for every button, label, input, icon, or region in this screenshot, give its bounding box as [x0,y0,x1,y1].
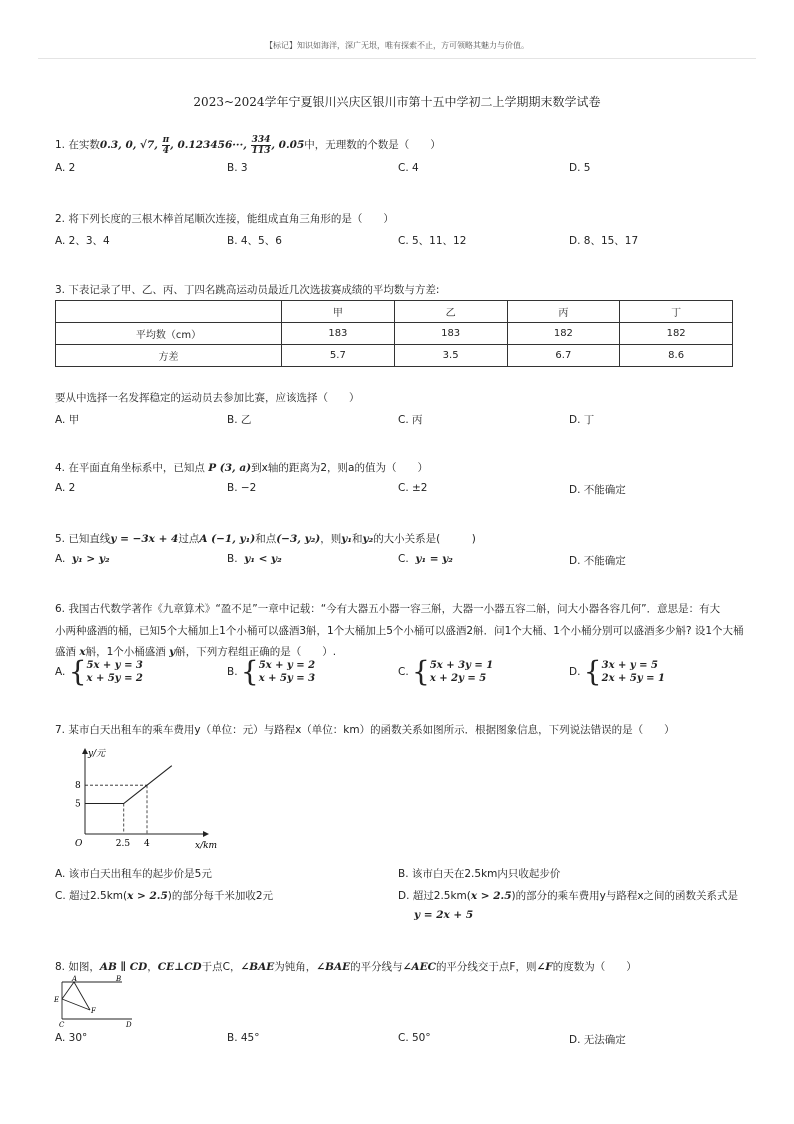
q8-math-6: ∠F [536,961,553,973]
label-f: F [91,1007,96,1015]
q8-option-c[interactable]: C. 50° [398,1032,431,1044]
q5-option-b[interactable] [227,553,282,565]
q4-point: P (3, a) [208,462,252,474]
q5-text-5: 和 [351,533,363,545]
q3-option-b[interactable]: B. 乙 [227,414,252,426]
q5-option-c-math: y₁ = y₂ [415,553,453,565]
q6-option-d-label: D. [569,666,581,678]
q8-math-1: AB ∥ CD [99,961,148,973]
q1-list-b: , 0.123456···, [170,139,251,151]
equation-line: 3x + y = 5 [601,660,658,671]
question-4-stem [55,460,428,475]
q5-var-y2: y₂ [362,533,374,545]
q6-text-b: 斛，1个小桶盛酒 [85,646,170,658]
question-2-stem: 2. 将下列长度的三根木棒首尾顺次连接，能组成直角三角形的是（ ） [55,213,394,225]
label-a: A [72,975,78,983]
q6-option-c-label: C. [398,666,409,678]
q1-prefix: 1. 在实数 [55,139,100,151]
q1-suffix: 中，无理数的个数是（ ） [304,139,441,151]
question-1-stem [55,133,441,157]
question-3-ask: 要从中选择一名发挥稳定的运动员去参加比赛，应该选择（ ） [55,392,360,404]
q8-option-a[interactable]: A. 30° [55,1032,88,1044]
table-cell: 方差 [56,345,282,367]
q5-point-b: (−3, y₂) [276,533,321,545]
line-ef [62,999,90,1010]
q3-option-d[interactable]: D. 丁 [569,414,595,426]
q6-option-b-system [259,659,315,685]
q5-option-c[interactable] [398,553,453,565]
x-tick-label: 2.5 [115,839,131,849]
line-ae [62,982,74,999]
fare-line [85,766,172,804]
table-header-cell: 丁 [620,301,733,323]
q8-text-1: 8. 如图， [55,961,100,973]
y-tick-label: 8 [75,781,81,792]
equation-line: 5x + y = 2 [258,660,316,671]
table-cell: 182 [620,323,733,345]
q2-option-d[interactable]: D. 8、15、17 [569,235,639,247]
q8-text-7: 的度数为（ ） [552,961,637,973]
label-c: C [59,1021,65,1029]
equation-line: 2x + 5y = 1 [601,673,665,684]
q6-option-c-system [430,659,493,685]
q6-text-c: 斛，下列方程组正确的是（ ）. [175,646,337,658]
question-3-stem: 3. 下表记录了甲、乙、丙、丁四名跳高运动员最近几次选拔赛成绩的平均数与方差: [55,284,440,296]
y-tick-label: 5 [75,799,81,810]
q5-point-a: A (−1, y₁) [199,533,256,545]
line-af [74,982,90,1010]
score-table [55,300,733,367]
q7-option-c-math: x > 2.5 [127,890,168,902]
q7-option-a[interactable]: A. 该市白天出租车的起步价是5元 [55,868,212,880]
header-divider [38,58,756,59]
q8-text-4: 为钝角， [274,961,317,973]
question-5-stem [55,531,476,546]
q7-option-d-text-b: )的部分的乘车费用y与路程x之间的函数关系式是 [511,890,739,902]
q6-var-x: x [79,646,86,658]
brace-icon: { [68,655,87,688]
q8-text-6: 的平分线交于点F，则 [435,961,537,973]
brace-icon: { [412,655,430,688]
q5-option-b-label: B. [227,553,238,565]
table-header-cell: 丙 [507,301,620,323]
page-title: 2023~2024学年宁夏银川兴庆区银川市第十五中学初二上学期期末数学试卷 [193,95,601,109]
q1-pi-denominator: 4 [162,145,169,156]
q5-text-4: ，则 [320,533,342,545]
y-axis-label: y/元 [88,749,106,759]
q1-option-b[interactable]: B. 3 [227,162,248,174]
q6-option-b-label: B. [227,666,238,678]
q6-text-a: 盛酒 [55,646,80,658]
q5-text-2: 过点 [178,533,200,545]
question-7-stem: 7. 某市白天出租车的乘车费用y（单位：元）与路程x（单位：km）的函数关系如图所示．根据图象信息，下列说法错误的是（ ） [55,724,675,736]
equation-line: x + 5y = 2 [86,673,143,684]
q1-pi-numerator: π [162,134,170,145]
q4-option-b[interactable]: B. −2 [227,482,257,494]
q8-text-3: 于点C， [201,961,241,973]
q1-fraction-numerator: 334 [251,134,271,145]
q2-option-a[interactable]: A. 2、3、4 [55,235,110,247]
question-6-line-3 [55,644,336,659]
q1-option-a[interactable]: A. 2 [55,162,76,174]
q8-math-3: ∠BAE [240,961,275,973]
q7-option-c-text-b: )的部分每千米加收2元 [167,890,274,902]
label-e: E [54,996,60,1004]
brace-icon: { [240,655,259,688]
table-header-cell: 乙 [394,301,507,323]
q8-text-5: 的平分线与 [350,961,403,973]
question-8-stem [55,959,637,974]
label-b: B [116,975,122,983]
x-axis-label: x/km [195,841,218,851]
q5-option-c-label: C. [398,553,409,565]
x-tick-label: 4 [144,839,150,849]
q7-option-d-math: x > 2.5 [470,890,512,902]
q2-option-b[interactable]: B. 4、5、6 [227,235,282,247]
q4-option-d[interactable]: D. 不能确定 [569,484,626,496]
q4-text-1: 4. 在平面直角坐标系中，已知点 [55,462,209,474]
table-cell: 平均数（cm） [56,323,282,345]
q5-text-6: 的大小关系是( ) [373,533,476,545]
label-d: D [126,1021,132,1029]
q5-text-3: 和点 [255,533,277,545]
q4-option-a[interactable]: A. 2 [55,482,76,494]
q6-option-a-system [87,659,143,685]
q6-option-b[interactable] [227,655,316,688]
table-cell: 3.5 [394,345,507,367]
q4-text-2: 到x轴的距离为2，则a的值为（ ） [251,462,428,474]
q5-option-b-math: y₁ < y₂ [244,553,282,565]
q6-option-c[interactable] [398,655,494,688]
q3-option-a[interactable]: A. 甲 [55,414,80,426]
table-cell: 8.6 [620,345,733,367]
q1-fraction-pi [162,135,171,156]
q6-option-d[interactable] [569,655,665,688]
q1-fraction-denominator: 113 [251,145,271,156]
q1-list-a: 0.3, 0, √7, [99,139,162,151]
q5-option-a[interactable] [55,553,110,565]
question-6-line-1: 6. 我国古代数学著作《九章算术》“盈不足”一章中记载：“今有大器五小器一容三斛，大器一小器五容二斛，问大小器各容几何”．意思是：有大 [55,603,721,615]
q8-option-d[interactable]: D. 无法确定 [569,1034,626,1046]
q6-option-a[interactable] [55,655,143,688]
table-header-cell [56,301,282,323]
table-cell: 6.7 [507,345,620,367]
q2-option-c[interactable]: C. 5、11、12 [398,235,467,247]
q1-option-d[interactable]: D. 5 [569,162,591,174]
q5-var-y1: y₁ [341,533,352,545]
q5-line-equation: y = −3x + 4 [110,533,179,545]
header-note: 【标记】知识如海洋，深广无垠，唯有探索不止，方可领略其魅力与价值。 [265,41,529,50]
q1-list-c: , 0.0̇5̇ [271,139,305,151]
q8-math-2: CE⊥CD [157,961,202,973]
q8-option-b[interactable]: B. 45° [227,1032,260,1044]
table-cell: 5.7 [282,345,395,367]
q1-option-c[interactable]: C. 4 [398,162,419,174]
taxi-fare-graph [55,742,225,854]
equation-line: 5x + y = 3 [86,660,143,671]
table-cell: 183 [282,323,395,345]
equation-line: x + 2y = 5 [429,673,487,684]
q5-option-d[interactable]: D. 不能确定 [569,555,626,567]
table-header-cell: 甲 [282,301,395,323]
q6-option-d-system [602,659,665,685]
q7-option-b[interactable]: B. 该市白天在2.5km内只收起步价 [398,868,561,880]
q6-var-y: y [169,646,176,658]
table-cell: 183 [394,323,507,345]
q7-option-c-text-a: C. 超过2.5km( [55,890,128,902]
q6-option-a-label: A. [55,666,66,678]
q5-text-1: 5. 已知直线 [55,533,111,545]
q4-option-c[interactable]: C. ±2 [398,482,428,494]
q3-option-c[interactable]: C. 丙 [398,414,423,426]
q8-text-2: ， [147,961,158,973]
geometry-figure [52,975,142,1030]
table-header-row [56,301,733,323]
equation-line: 5x + 3y = 1 [429,660,494,671]
q7-option-c[interactable] [55,888,273,903]
table-row [56,323,733,345]
q7-option-d[interactable] [398,888,738,903]
q7-option-d-text-a: D. 超过2.5km( [398,890,471,902]
q1-fraction [251,135,272,156]
x-axis-arrow [203,831,209,837]
q8-math-5: ∠AEC [402,961,436,973]
q5-option-a-math: y₁ > y₂ [72,553,110,565]
brace-icon: { [583,655,602,688]
q5-option-a-label: A. [55,553,66,565]
origin-label: O [75,839,83,849]
table-cell: 182 [507,323,620,345]
question-6-line-2: 小两种盛酒的桶，已知5个大桶加上1个小桶可以盛酒3斛，1个大桶加上5个小桶可以盛酒2斛．问1个大桶、1个小桶分别可以盛酒多少斛? 设1个大桶 [55,625,744,637]
q7-option-d-equation: y = 2x + 5 [414,909,474,921]
table-row [56,345,733,367]
equation-line: x + 5y = 3 [258,673,316,684]
q8-math-4: ∠BAE [316,961,351,973]
